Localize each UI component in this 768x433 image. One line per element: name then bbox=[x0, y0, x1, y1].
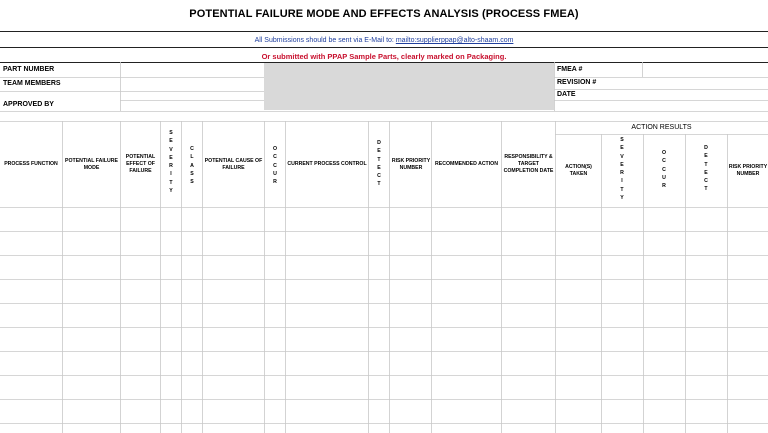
approved-by-label: APPROVED BY bbox=[3, 101, 54, 108]
col-detect: D E T E C T bbox=[377, 140, 381, 188]
col-class: C L A S S bbox=[190, 146, 194, 186]
col-rpn: RISK PRIORITY NUMBER bbox=[391, 157, 431, 171]
team-members-label: TEAM MEMBERS bbox=[3, 80, 61, 87]
col-responsibility: RESPONSIBILITY & TARGET COMPLETION DATE bbox=[503, 154, 554, 174]
col-recommended-action: RECOMMENDED ACTION bbox=[435, 161, 498, 167]
revision-number-label: REVISION # bbox=[557, 79, 597, 86]
col-ar-occur: O C C U R bbox=[661, 150, 667, 190]
part-number-label: PART NUMBER bbox=[3, 66, 55, 73]
col-actions-taken: ACTION(S) TAKEN bbox=[565, 164, 592, 177]
submission-email-link[interactable]: mailto:supplierppap@alto-shaam.com bbox=[395, 37, 514, 44]
form-title: POTENTIAL FAILURE MODE AND EFFECTS ANALYSIS (PROCESS FMEA) bbox=[189, 8, 579, 20]
col-ar-severity: S E V E R I T Y bbox=[620, 137, 624, 202]
ppap-note: Or submitted with PPAP Sample Parts, clearly marked on Packaging. bbox=[261, 52, 507, 61]
date-label: DATE bbox=[557, 91, 576, 98]
col-potential-cause: POTENTIAL CAUSE OF FAILURE bbox=[204, 157, 263, 171]
col-current-process-control: CURRENT PROCESS CONTROL bbox=[287, 161, 367, 167]
fmea-number-label: FMEA # bbox=[557, 66, 583, 73]
col-occur: O C C U R bbox=[272, 146, 278, 186]
col-ar-rpn: RISK PRIORITY NUMBER bbox=[728, 164, 768, 177]
col-severity: S E V E R I T Y bbox=[169, 130, 173, 195]
col-process-function: PROCESS FUNCTION bbox=[4, 161, 58, 167]
col-potential-failure-mode: POTENTIAL FAILURE MODE bbox=[65, 157, 118, 171]
action-results-heading: ACTION RESULTS bbox=[631, 124, 692, 131]
col-ar-detect: D E T E C T bbox=[704, 145, 708, 193]
submission-prefix: All Submissions should be sent via E-Mail to: bbox=[254, 37, 396, 44]
col-potential-effect: POTENTIAL EFFECT OF FAILURE bbox=[125, 154, 156, 174]
